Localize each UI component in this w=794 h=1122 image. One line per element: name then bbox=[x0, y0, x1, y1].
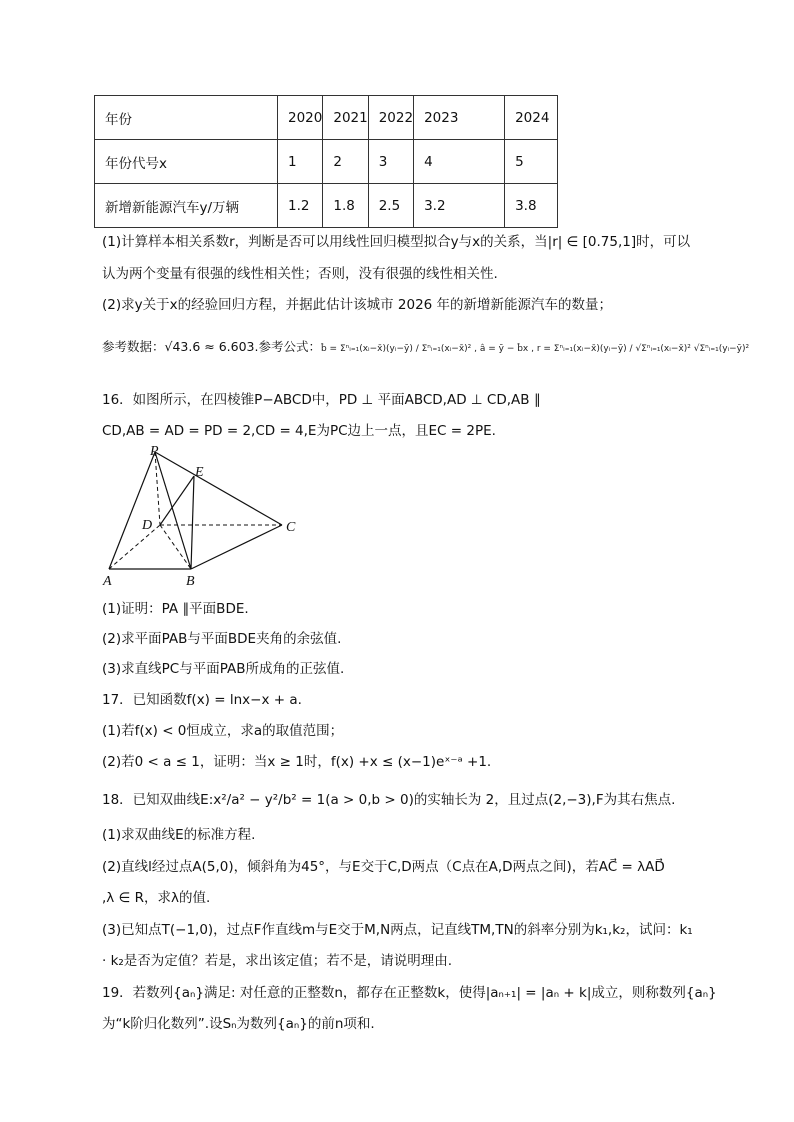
q18-part3-line1: (3)已知点T(−1,0)，过点F作直线m与E交于M,N两点，记直线TM,TN的斜率分别为k₁,k₂，试问：k₁ bbox=[102, 922, 693, 938]
table-cell: 2 bbox=[323, 140, 368, 184]
table-cell: 1.8 bbox=[323, 184, 368, 228]
table-cell: 3 bbox=[368, 140, 413, 184]
table-cell: 3.2 bbox=[414, 184, 505, 228]
q18-part2-line2: ,λ ∈ R，求λ的值. bbox=[102, 890, 211, 906]
label-D: D bbox=[142, 518, 153, 533]
q16-part2: (2)求平面PAB与平面BDE夹角的余弦值. bbox=[102, 631, 342, 647]
table-cell: 2021 bbox=[323, 96, 368, 140]
q15-part1-line2: 认为两个变量有很强的线性相关性；否则，没有很强的线性相关性. bbox=[102, 266, 498, 282]
edge-DB-hidden bbox=[160, 525, 191, 569]
table-cell: 新增新能源汽车y/万辆 bbox=[95, 184, 278, 228]
table-cell: 3.8 bbox=[505, 184, 558, 228]
q16-stem-line2: CD,AB = AD = PD = 2,CD = 4,E为PC边上一点，且EC = 2PE. bbox=[102, 423, 496, 439]
table-cell: 1 bbox=[278, 140, 323, 184]
table-cell: 年份代号x bbox=[95, 140, 278, 184]
table-cell: 2023 bbox=[414, 96, 505, 140]
table-row bbox=[95, 184, 558, 228]
reference-data: 参考数据：√43.6 ≈ 6.603.参考公式： bbox=[102, 339, 321, 354]
table-row bbox=[95, 96, 558, 140]
q16-part1: (1)证明：PA ∥平面BDE. bbox=[102, 601, 249, 617]
table-cell: 1.2 bbox=[278, 184, 323, 228]
edge-EB bbox=[191, 476, 194, 569]
table-cell: 2022 bbox=[368, 96, 413, 140]
q18-stem: 18．已知双曲线E:x²/a² − y²/b² = 1(a > 0,b > 0)的实轴长为 2，且过点(2,−3),F为其右焦点. bbox=[102, 792, 676, 808]
edge-PA bbox=[109, 452, 155, 569]
q17-part2: (2)若0 < a ≤ 1，证明：当x ≥ 1时，f(x) +x ≤ (x−1)eˣ⁻ᵃ +1. bbox=[102, 754, 492, 770]
table-cell: 2.5 bbox=[368, 184, 413, 228]
table-cell: 年份 bbox=[95, 96, 278, 140]
label-E: E bbox=[195, 465, 204, 480]
q18-part2-line1: (2)直线l经过点A(5,0)，倾斜角为45°，与E交于C,D两点（C点在A,D两点之间)，若AC⃗ = λAD⃗ bbox=[102, 859, 665, 875]
table-row bbox=[95, 140, 558, 184]
label-C: C bbox=[286, 520, 296, 535]
q16-part3: (3)求直线PC与平面PAB所成角的正弦值. bbox=[102, 661, 345, 677]
edge-PD-hidden bbox=[155, 452, 160, 525]
edge-AD-hidden bbox=[109, 525, 160, 569]
edge-BC bbox=[191, 525, 282, 569]
q15-part1-line1: (1)计算样本相关系数r，判断是否可以用线性回归模型拟合y与x的关系，当|r| ∈ [0.75,1]时，可以 bbox=[102, 234, 691, 250]
q16-stem-line1: 16．如图所示，在四棱锥P−ABCD中，PD ⊥ 平面ABCD,AD ⊥ CD,AB ∥ bbox=[102, 392, 541, 408]
label-A: A bbox=[103, 574, 112, 588]
q17-stem: 17．已知函数f(x) = lnx−x + a. bbox=[102, 692, 302, 708]
q19-stem-line1: 19．若数列{aₙ}满足: 对任意的正整数n，都存在正整数k，使得|aₙ₊₁| = |aₙ + k|成立，则称数列{aₙ} bbox=[102, 985, 717, 1001]
label-B: B bbox=[186, 574, 195, 588]
table-cell: 2024 bbox=[505, 96, 558, 140]
reference-formula: b̂ = Σⁿᵢ₌₁(xᵢ−x̄)(yᵢ−ȳ) / Σⁿᵢ₌₁(xᵢ−x̄)² , â = ȳ − b̂x , r = Σⁿᵢ₌₁(xᵢ−x̄)(yᵢ−ȳ) / √Σⁿᵢ₌₁(xᵢ−x̄)² √Σⁿᵢ₌₁(yᵢ−ȳ)² bbox=[320, 344, 750, 354]
table-cell: 5 bbox=[505, 140, 558, 184]
q19-stem-line2: 为“k阶归化数列”.设Sₙ为数列{aₙ}的前n项和. bbox=[102, 1016, 375, 1032]
q18-part3-line2: · k₂是否为定值？若是，求出该定值；若不是，请说明理由. bbox=[102, 953, 453, 969]
q18-part1: (1)求双曲线E的标准方程. bbox=[102, 827, 256, 843]
q15-reference bbox=[102, 337, 749, 355]
q17-part1: (1)若f(x) < 0恒成立，求a的取值范围； bbox=[102, 723, 344, 739]
q15-part2: (2)求y关于x的经验回归方程，并据此估计该城市 2026 年的新增新能源汽车的数量； bbox=[102, 297, 613, 313]
table-cell: 4 bbox=[414, 140, 505, 184]
label-P: P bbox=[150, 444, 159, 459]
data-table bbox=[94, 95, 558, 228]
table-cell: 2020 bbox=[278, 96, 323, 140]
pyramid-figure bbox=[100, 443, 310, 588]
